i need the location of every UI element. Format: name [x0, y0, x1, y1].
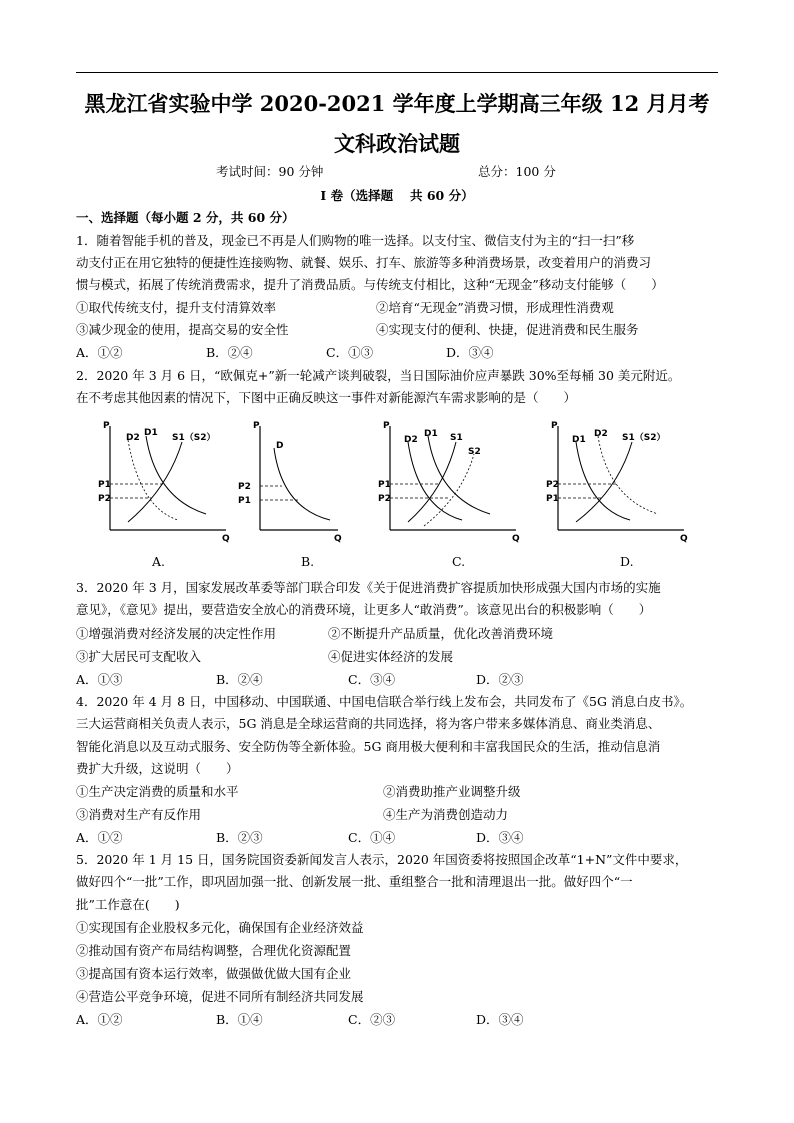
- graph-d: [546, 418, 696, 547]
- q5-statement: ④营造公平竞争环境，促进不同所有制经济共同发展: [76, 989, 364, 1004]
- section-title: I 卷（选择题 共 60 分）: [320, 188, 474, 203]
- graph-label-c: C.: [452, 554, 466, 569]
- q5-statement: ①实现国有企业股权多元化，确保国有企业经济效益: [76, 920, 364, 935]
- q3-statement: ③扩大居民可支配收入: [76, 649, 202, 664]
- axis-p-label: P: [551, 421, 558, 431]
- q4-statement: ③消费对生产有反作用: [76, 807, 202, 822]
- curve-label: D2: [126, 433, 140, 443]
- graph-b: [238, 418, 348, 547]
- q3-line: 3．2020 年 3 月，国家发展改革委等部门联合印发《关于促进消费扩容提质加快形成强大国内市场的实施: [76, 580, 661, 595]
- total-score: 总分：100 分: [478, 164, 556, 179]
- q5-statement: ③提高国有资本运行效率，做强做优做大国有企业: [76, 966, 352, 981]
- q5-option-a: A．①②: [76, 1012, 123, 1027]
- graph-label-b: B.: [301, 554, 315, 569]
- q1-option-b: B．②④: [206, 345, 253, 360]
- curve-label: D1: [144, 428, 158, 438]
- price-label: P1: [98, 480, 111, 490]
- q4-line: 费扩大升级，这说明（ ）: [76, 761, 239, 776]
- axis-q-label: Q: [512, 534, 520, 543]
- q4-line: 智能化消息以及互动式服务、安全防伪等全新体验。5G 商用极大便利和丰富我国民众的生活，推动信息消: [76, 739, 661, 754]
- q2-line: 在不考虑其他因素的情况下，下图中正确反映这一事件对新能源汽车需求影响的是（ ）: [76, 390, 577, 405]
- header-rule: [76, 72, 718, 73]
- exam-subtitle: 文科政治试题: [334, 131, 460, 156]
- graph-label-d: D.: [620, 554, 634, 569]
- axis-p-label: P: [383, 421, 390, 431]
- q3-option-d: D．②③: [476, 672, 524, 687]
- curve-s: [576, 442, 632, 522]
- curve-d: [274, 448, 330, 520]
- curve-d2: [408, 442, 462, 520]
- part-heading: 一、选择题（每小题 2 分，共 60 分）: [76, 210, 295, 225]
- axis-q-label: Q: [334, 534, 342, 543]
- axis-p-label: P: [103, 421, 110, 431]
- q5-option-d: D．③④: [476, 1012, 524, 1027]
- q3-line: 意见》，《意见》提出，要营造安全放心的消费环境，让更多人“敢消费”。该意见出台的积极影响（ ）: [76, 602, 652, 617]
- q3-option-b: B．②④: [216, 672, 263, 687]
- curve-label: S1: [450, 433, 463, 443]
- q1-statement: ②培育“无现金”消费习惯，形成理性消费观: [376, 300, 614, 315]
- curve-label: S1（S2）: [622, 433, 666, 443]
- q5-option-c: C．②③: [348, 1012, 396, 1027]
- curve-label: D2: [404, 435, 418, 445]
- q1-option-a: A．①②: [76, 345, 123, 360]
- q3-option-a: A．①③: [76, 672, 123, 687]
- axis-p-label: P: [253, 421, 260, 431]
- curve-s: [128, 442, 182, 522]
- q1-line: 1．随着智能手机的普及，现金已不再是人们购物的唯一选择。以支付宝、微信支付为主的“扫一扫”移: [76, 233, 635, 248]
- q5-line: 做好四个“一批”工作，即巩固加强一批、创新发展一批、重组整合一批和清理退出一批。做好四个“一: [76, 874, 633, 889]
- curve-d1: [146, 436, 206, 514]
- curve-d2: [598, 436, 658, 514]
- q1-option-c: C．①③: [326, 345, 374, 360]
- curve-label: D1: [572, 435, 586, 445]
- q4-statement: ①生产决定消费的质量和水平: [76, 784, 239, 799]
- curve-label: D: [276, 441, 284, 451]
- q5-line: 5．2020 年 1 月 15 日，国务院国资委新闻发言人表示，2020 年国资委将按照国企改革“1+N”文件中要求，: [76, 852, 688, 867]
- curve-label: S2: [468, 447, 481, 457]
- q3-statement: ②不断提升产品质量，优化改善消费环境: [328, 626, 554, 641]
- q5-statement: ②推动国有资产布局结构调整，合理优化资源配置: [76, 943, 352, 958]
- exam-time: 考试时间：90 分钟: [216, 164, 324, 179]
- q4-option-a: A．①②: [76, 830, 123, 845]
- price-label: P2: [546, 480, 559, 490]
- curve-d1: [576, 442, 630, 520]
- q1-statement: ①取代传统支付，提升支付清算效率: [76, 300, 277, 315]
- q5-line: 批”工作意在( ): [76, 897, 180, 912]
- q1-statement: ④实现支付的便利、快捷，促进消费和民生服务: [376, 322, 639, 337]
- q1-line: 惯与模式，拓展了传统消费需求，提升了消费品质。与传统支付相比，这种“无现金”移动支付能够（ ）: [76, 277, 664, 292]
- q4-statement: ②消费助推产业调整升级: [383, 784, 521, 799]
- q4-option-b: B．②③: [216, 830, 263, 845]
- q2-line: 2．2020 年 3 月 6 日，“欧佩克+”新一轮减产谈判破裂，当日国际油价应声暴跌 30%至每桶 30 美元附近。: [76, 368, 681, 383]
- q4-statement: ④生产为消费创造动力: [383, 807, 509, 822]
- axis-q-label: Q: [680, 534, 688, 543]
- exam-title: 黑龙江省实验中学 2020-2021 学年度上学期高三年级 12 月月考: [84, 91, 710, 116]
- q3-statement: ①增强消费对经济发展的决定性作用: [76, 626, 277, 641]
- price-label: P1: [546, 494, 559, 504]
- axis-q-label: Q: [222, 534, 230, 543]
- price-label: P2: [378, 494, 391, 504]
- q3-statement: ④促进实体经济的发展: [328, 649, 454, 664]
- q1-statement: ③减少现金的使用，提高交易的安全性: [76, 322, 289, 337]
- q1-option-d: D．③④: [446, 345, 494, 360]
- price-label: P1: [378, 480, 391, 490]
- q4-option-d: D．③④: [476, 830, 524, 845]
- q5-option-b: B．①④: [216, 1012, 263, 1027]
- q3-option-c: C．③④: [348, 672, 396, 687]
- curve-label: S1（S2）: [172, 433, 216, 443]
- price-label: P2: [238, 482, 251, 492]
- curve-d2: [128, 440, 178, 520]
- price-label: P2: [98, 494, 111, 504]
- q4-line: 4．2020 年 4 月 8 日，中国移动、中国联通、中国电信联合举行线上发布会，共同发布了《5G 消息白皮书》。: [76, 694, 693, 709]
- curve-label: D2: [594, 429, 608, 439]
- q1-line: 动支付正在用它独特的便捷性连接购物、就餐、娱乐、打车、旅游等多种消费场景，改变着用户的消费习: [76, 255, 652, 270]
- q4-option-c: C．①④: [348, 830, 396, 845]
- graph-a: [98, 418, 238, 547]
- q4-line: 三大运营商相关负责人表示，5G 消息是全球运营商的共同选择，将为客户带来多媒体消息、商业类消息、: [76, 716, 661, 731]
- graph-label-a: A.: [152, 554, 166, 569]
- price-label: P1: [238, 496, 251, 506]
- graph-c: [378, 418, 528, 547]
- curve-label: D1: [424, 429, 438, 439]
